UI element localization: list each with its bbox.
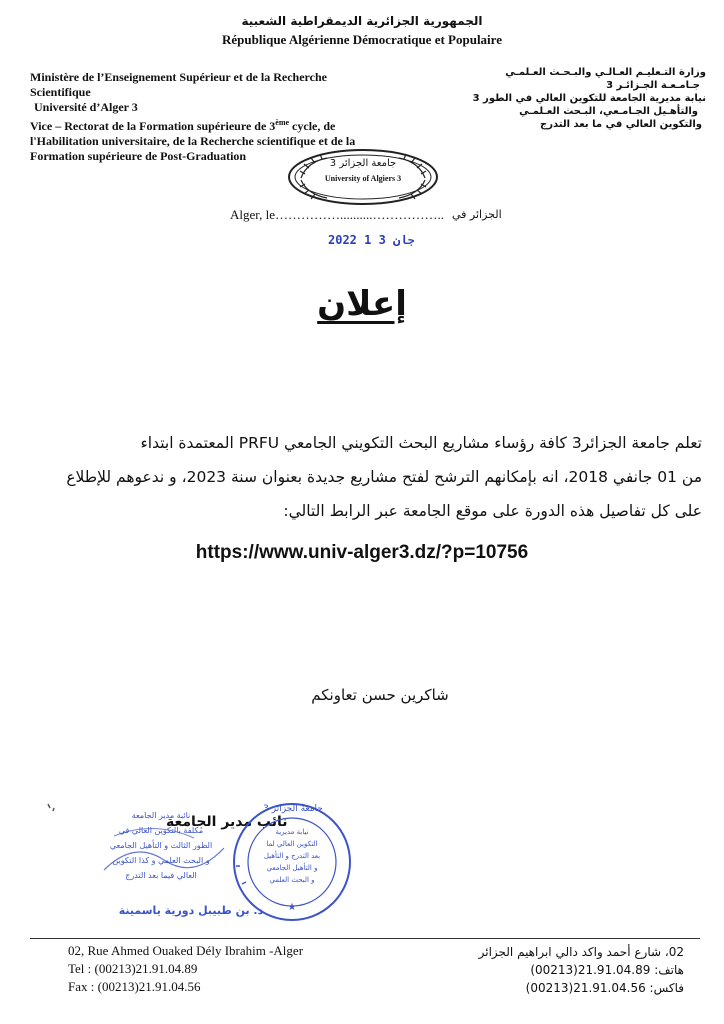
ministry-ar-line-3: نيابة مديرية الجامعة للتكوين العالي في الطور 3 bbox=[472, 93, 706, 104]
vice-rectorat-post: cycle, de bbox=[289, 119, 336, 133]
stamp-line-5: العالي فيما بعد التدرج bbox=[125, 871, 197, 880]
logo-arabic-text: جامعة الجزائر 3 bbox=[329, 158, 397, 169]
date-line-ar: الجزائر في bbox=[452, 208, 502, 221]
footer-divider bbox=[30, 938, 700, 939]
ministry-line-1: Ministère de l’Enseignement Supérieur et de la Recherche bbox=[30, 70, 327, 84]
round-stamp bbox=[230, 800, 354, 924]
announcement-body bbox=[66, 426, 702, 528]
svg-text:★: ★ bbox=[287, 902, 297, 913]
round-stamp-top: جامعة الجزائر 3 bbox=[263, 804, 323, 814]
body-line-3: على كل تفاصيل هذه الدورة على موقع الجامعة عبر الرابط التالي: bbox=[283, 502, 702, 520]
date-line-fr: Alger, le……………..........…………….. bbox=[230, 207, 444, 222]
ministry-line-2: Scientifique bbox=[30, 85, 91, 99]
footer-fax-ar bbox=[444, 979, 684, 997]
footer-fax-ar-label: فاكس: bbox=[649, 981, 684, 995]
ministry-ar-line-5: والتكوين العالي في ما بعد التدرج bbox=[540, 119, 702, 130]
round-inner-2: التكوين العالي لما bbox=[266, 840, 318, 848]
round-inner-4: و التأهيل الجامعي bbox=[266, 864, 318, 872]
university-name-fr: Université d’Alger 3 bbox=[34, 100, 138, 114]
ministry-ar-line-1: وزارة التـعليـم العـالـي والبـحـث العـلمـي bbox=[505, 67, 706, 78]
signature-stamp-area bbox=[38, 800, 358, 930]
body-line-2: من 01 جانفي 2018، انه بإمكانهم الترشح لفتح مشاريع جديدة بعنوان سنة 2023، و ندعوهم للإطلاع bbox=[66, 468, 702, 486]
stamp-line-3: الطور الثالث و التأهيل الجامعي bbox=[109, 841, 213, 850]
footer-tel-ar bbox=[444, 961, 684, 979]
vice-rectorat-line-3: Formation supérieure de Post-Graduation bbox=[30, 149, 247, 163]
ministry-ar-line-2: جـامـعـة الجـزائـر 3 bbox=[606, 80, 700, 91]
ministry-ar-line-4: والتأهـيل الجـامـعي، البـحث العـلمـي bbox=[519, 106, 698, 117]
title-wrapper bbox=[0, 284, 724, 324]
footer-tel-ar-label: هاتف: bbox=[654, 963, 684, 977]
vice-rectorat-line-2: l'Habilitation universitaire, de la Recherche scientifique et de la bbox=[30, 134, 356, 148]
round-inner-5: و البحث العلمي bbox=[269, 876, 315, 884]
footer-ar bbox=[444, 943, 684, 997]
logo-latin-text: University of Algiers 3 bbox=[324, 174, 402, 183]
thanks-text: شاكرين حسن تعاونكم bbox=[311, 686, 449, 704]
date-stamp: 2022 جان 3 1 bbox=[328, 233, 415, 247]
footer-tel-fr: Tel : (00213)21.91.04.89 bbox=[68, 961, 198, 976]
body-line-1: تعلم جامعة الجزائر3 كافة رؤساء مشاريع البحث التكويني الجامعي PRFU المعتمدة ابتداء bbox=[140, 434, 702, 452]
signatory-title: نائب مدير الجامعة bbox=[166, 814, 288, 830]
round-stamp-inner bbox=[252, 826, 332, 886]
stamp-line-4: و البحث العلمي و كذا التكوين bbox=[112, 856, 210, 865]
footer-fax-ar-value: (00213)21.91.04.56 bbox=[525, 981, 646, 995]
footer-fax-fr: Fax : (00213)21.91.04.56 bbox=[68, 979, 201, 994]
stamp-line-2: مكلفة بالتكوين العالي في bbox=[118, 826, 204, 835]
signatory-name: د. بن طبيبل دورية ياسمينة bbox=[118, 904, 264, 917]
republic-french: République Algérienne Démocratique et Populaire bbox=[222, 32, 502, 47]
footer-tel-ar-value: (00213)21.91.04.89 bbox=[530, 963, 651, 977]
vice-rectorat-sup: ème bbox=[275, 118, 290, 127]
round-inner-3: بعد التدرج و التأهيل bbox=[263, 852, 321, 860]
republic-arabic: الجمهورية الجزائرية الديمقراطية الشعبية bbox=[241, 14, 483, 28]
stamp-line-1: نائبة مدير الجامعة bbox=[131, 811, 191, 820]
announcement-title: إعلان bbox=[317, 284, 407, 324]
footer-address-fr: 02, Rue Ahmed Ouaked Dély Ibrahim -Alger bbox=[68, 943, 304, 958]
announcement-link[interactable]: https://www.univ-alger3.dz/?p=10756 bbox=[195, 542, 529, 563]
vice-rectorat-line bbox=[30, 115, 390, 134]
vice-rectorat-pre: Vice – Rectorat de la Formation supérieure de 3 bbox=[30, 119, 276, 133]
ministry-block-ar bbox=[456, 66, 706, 131]
footer-fr bbox=[68, 942, 303, 996]
university-logo bbox=[287, 148, 439, 206]
footer-address-ar: 02، شارع أحمد واكد دالي ابراهيم الجزائر bbox=[478, 945, 684, 959]
round-inner-1: نيابة مديرية bbox=[275, 828, 309, 836]
